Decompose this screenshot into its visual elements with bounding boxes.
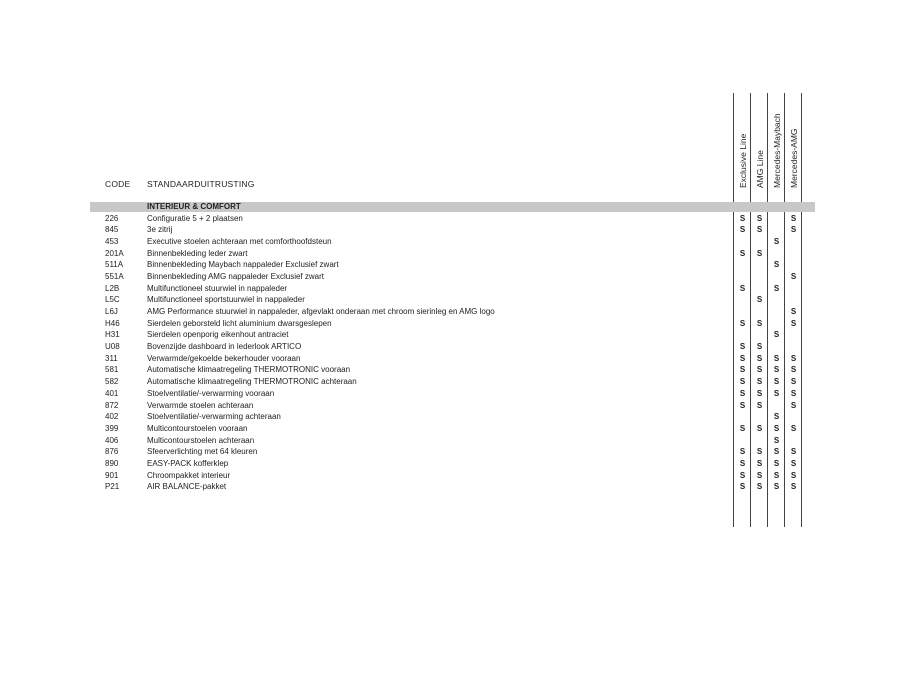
standard-mark: S <box>756 353 763 363</box>
standard-mark: S <box>773 435 780 445</box>
standard-mark: S <box>790 225 797 235</box>
table-row <box>0 213 906 225</box>
standard-mark: S <box>773 482 780 492</box>
table-row <box>0 248 906 260</box>
standard-mark: S <box>773 283 780 293</box>
standard-mark: S <box>773 365 780 375</box>
table-row <box>0 341 906 353</box>
standard-mark: S <box>739 283 746 293</box>
option-description: AIR BALANCE-pakket <box>147 482 227 492</box>
option-code: 901 <box>105 470 119 480</box>
table-row <box>0 376 906 388</box>
standard-mark: S <box>739 447 746 457</box>
standard-mark: S <box>756 482 763 492</box>
column-header-mercedes-maybach <box>767 93 784 188</box>
standard-mark: S <box>790 271 797 281</box>
standard-mark: S <box>790 213 797 223</box>
column-label: AMG Line <box>754 150 765 188</box>
option-description: Multifunctioneel sportstuurwiel in nappaleder <box>147 295 305 305</box>
option-description: Multicontourstoelen achteraan <box>147 435 255 445</box>
standard-mark: S <box>756 225 763 235</box>
standard-mark: S <box>756 423 763 433</box>
standard-mark: S <box>790 400 797 410</box>
option-code: 226 <box>105 213 119 223</box>
option-description: 3e zitrij <box>147 225 173 235</box>
column-header-mercedes-amg <box>784 93 801 188</box>
table-row <box>0 481 906 493</box>
standard-mark: S <box>773 236 780 246</box>
table-row <box>0 318 906 330</box>
table-row <box>0 329 906 341</box>
section-title: INTERIEUR & COMFORT <box>147 202 241 211</box>
option-description: Multicontourstoelen vooraan <box>147 423 248 433</box>
standard-mark: S <box>739 248 746 258</box>
standard-mark: S <box>773 423 780 433</box>
option-description: Sfeerverlichting met 64 kleuren <box>147 447 258 457</box>
standard-mark: S <box>739 470 746 480</box>
standard-mark: S <box>790 482 797 492</box>
standard-mark: S <box>790 307 797 316</box>
standard-mark: S <box>790 388 797 398</box>
option-description: Sierdelen openporig eikenhout antraciet <box>147 330 289 340</box>
standard-mark: S <box>739 377 746 387</box>
option-description: Chroompakket interieur <box>147 470 231 480</box>
option-code: 582 <box>105 377 119 387</box>
equipment-header: STANDAARDUITRUSTING <box>147 179 255 189</box>
option-code: 876 <box>105 447 119 457</box>
standard-mark: S <box>739 213 746 223</box>
standard-mark: S <box>739 342 746 352</box>
standard-mark: S <box>756 377 763 387</box>
table-row <box>0 435 906 447</box>
standard-mark: S <box>739 353 746 363</box>
standard-mark: S <box>739 365 746 375</box>
option-description: EASY-PACK kofferklep <box>147 458 229 468</box>
standard-mark: S <box>756 458 763 468</box>
option-code: 845 <box>105 225 119 235</box>
option-description: AMG Performance stuurwiel in nappaleder, afgevlakt onderaan met chroom sierinleg en AMG logo <box>147 307 495 316</box>
option-code: 402 <box>105 412 119 422</box>
standard-mark: S <box>756 342 763 352</box>
option-code: L5C <box>105 295 120 305</box>
table-row <box>0 364 906 376</box>
standard-mark: S <box>739 225 746 235</box>
option-code: 453 <box>105 236 119 246</box>
option-code: L2B <box>105 283 120 293</box>
table-row <box>0 271 906 283</box>
option-code: 399 <box>105 423 119 433</box>
standard-mark: S <box>756 213 763 223</box>
standard-mark: S <box>739 458 746 468</box>
table-row <box>0 353 906 365</box>
table-row <box>0 470 906 482</box>
standard-mark: S <box>773 412 780 422</box>
standard-mark: S <box>756 400 763 410</box>
option-description: Automatische klimaatregeling THERMOTRONIC vooraan <box>147 365 351 375</box>
option-code: 872 <box>105 400 119 410</box>
table-row <box>0 294 906 306</box>
option-code: 406 <box>105 435 119 445</box>
option-description: Multifunctioneel stuurwiel in nappaleder <box>147 283 288 293</box>
standard-mark: S <box>773 458 780 468</box>
table-row <box>0 458 906 470</box>
standard-mark: S <box>756 295 763 305</box>
option-code: 401 <box>105 388 119 398</box>
table-row <box>0 423 906 435</box>
equipment-table <box>0 213 906 494</box>
table-row <box>0 236 906 248</box>
standard-mark: S <box>790 470 797 480</box>
option-description: Stoelventilatie/-verwarming achteraan <box>147 412 281 422</box>
option-description: Executive stoelen achteraan met comforthoofdsteun <box>147 236 332 246</box>
table-row <box>0 446 906 458</box>
column-label: Exclusive Line <box>737 133 748 188</box>
option-code: H31 <box>105 330 120 340</box>
standard-mark: S <box>773 470 780 480</box>
table-row <box>0 306 906 318</box>
option-description: Configuratie 5 + 2 plaatsen <box>147 213 243 223</box>
standard-mark: S <box>739 388 746 398</box>
standard-mark: S <box>739 423 746 433</box>
standard-mark: S <box>790 458 797 468</box>
column-label: Mercedes-Maybach <box>771 113 782 188</box>
standard-mark: S <box>773 377 780 387</box>
standard-mark: S <box>790 423 797 433</box>
table-row <box>0 400 906 412</box>
standard-mark: S <box>756 365 763 375</box>
option-code: 511A <box>105 260 124 270</box>
table-row <box>0 411 906 423</box>
option-code: 581 <box>105 365 119 375</box>
standard-mark: S <box>790 365 797 375</box>
standard-mark: S <box>756 318 763 328</box>
column-header-exclusive-line <box>733 93 750 188</box>
option-code: L6J <box>105 307 118 316</box>
standard-mark: S <box>739 400 746 410</box>
standard-mark: S <box>790 447 797 457</box>
option-code: 551A <box>105 271 124 281</box>
standard-mark: S <box>773 447 780 457</box>
option-code: H46 <box>105 318 120 328</box>
standard-mark: S <box>773 330 780 340</box>
standard-mark: S <box>756 388 763 398</box>
standard-mark: S <box>773 353 780 363</box>
option-description: Binnenbekleding Maybach nappaleder Exclusief zwart <box>147 260 339 270</box>
column-header-amg-line <box>750 93 767 188</box>
standard-mark: S <box>756 248 763 258</box>
table-row <box>0 224 906 236</box>
option-description: Stoelventilatie/-verwarming vooraan <box>147 388 275 398</box>
standard-mark: S <box>790 377 797 387</box>
option-description: Automatische klimaatregeling THERMOTRONIC achteraan <box>147 377 357 387</box>
option-description: Bovenzijde dashboard in lederlook ARTICO <box>147 342 302 352</box>
table-row <box>0 388 906 400</box>
option-description: Verwarmde/gekoelde bekerhouder vooraan <box>147 353 301 363</box>
column-label: Mercedes-AMG <box>788 128 799 188</box>
standard-mark: S <box>790 318 797 328</box>
standard-mark: S <box>739 482 746 492</box>
option-code: 311 <box>105 353 118 363</box>
option-code: U08 <box>105 342 120 352</box>
option-code: 890 <box>105 458 119 468</box>
standard-mark: S <box>739 318 746 328</box>
standard-mark: S <box>756 447 763 457</box>
table-row <box>0 259 906 271</box>
option-description: Verwarmde stoelen achteraan <box>147 400 254 410</box>
option-code: 201A <box>105 248 124 258</box>
standard-mark: S <box>773 388 780 398</box>
standard-mark: S <box>756 470 763 480</box>
standard-mark: S <box>773 260 780 270</box>
code-header: CODE <box>105 179 131 189</box>
standard-mark: S <box>790 353 797 363</box>
table-row <box>0 283 906 295</box>
option-code: P21 <box>105 482 120 492</box>
option-description: Sierdelen geborsteld licht aluminium dwarsgeslepen <box>147 318 332 328</box>
option-description: Binnenbekleding AMG nappaleder Exclusief zwart <box>147 271 324 281</box>
section-band <box>90 202 815 212</box>
option-description: Binnenbekleding leder zwart <box>147 248 248 258</box>
